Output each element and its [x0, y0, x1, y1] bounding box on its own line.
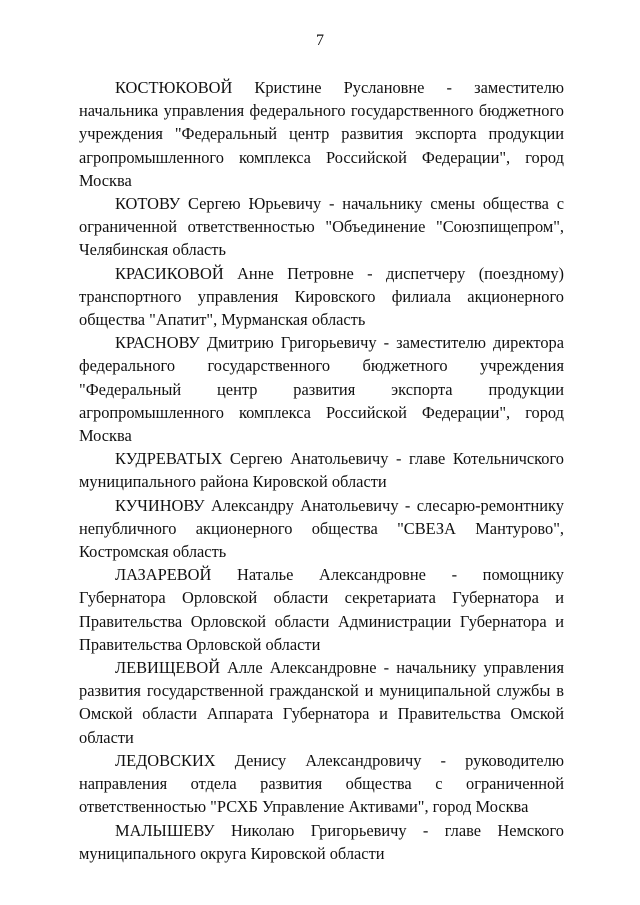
list-item: КУДРЕВАТЫХ Сергею Анатольевичу - главе Котельничского муниципального района Кировской области: [79, 449, 564, 492]
list-item: МАЛЫШЕВУ Николаю Григорьевичу - главе Немского муниципального округа Кировской области: [79, 820, 564, 863]
list-item: КРАСИКОВОЙ Анне Петровне - диспетчеру (поездному) транспортного управления Кировского филиала акционерного общества "Апатит", Мурманская область: [79, 263, 564, 330]
list-item: ЛАЗАРЕВОЙ Наталье Александровне - помощнику Губернатора Орловской области секретариата Губернатора и Правительства Орловской области Администрации Губернатора и Правительства Орловской области: [79, 565, 564, 654]
award-list: [79, 76, 564, 865]
page-number: 7: [316, 32, 324, 49]
list-item: ЛЕДОВСКИХ Денису Александровичу - руководителю направления отдела развития общества с ограниченной ответственностью "РСХБ Управление Активами", город Москва: [79, 750, 564, 817]
list-item: КУЧИНОВУ Александру Анатольевичу - слесарю-ремонтнику непубличного акционерного общества "СВЕЗА Мантурово", Костромская область: [79, 495, 564, 562]
list-item: КОТОВУ Сергею Юрьевичу - начальнику смены общества с ограниченной ответственностью "Объединение "Союзпищепром", Челябинская область: [79, 194, 564, 260]
list-item: КРАСНОВУ Дмитрию Григорьевичу - заместителю директора федерального государственного бюджетного учреждения "Федеральный центр развития экспорта продукции агропромышленного комплекса Российской Федерации", город Москва: [79, 333, 564, 446]
list-item: КОСТЮКОВОЙ Кристине Руслановне - заместителю начальника управления федерального государственного бюджетного учреждения "Федеральный центр развития экспорта продукции агропромышленного комплекса Российской Федерации", город Москва: [79, 78, 564, 190]
list-item: ЛЕВИЩЕВОЙ Алле Александровне - начальнику управления развития государственной гражданской и муниципальной службы в Омской области Аппарата Губернатора и Правительства Омской области: [79, 658, 564, 747]
